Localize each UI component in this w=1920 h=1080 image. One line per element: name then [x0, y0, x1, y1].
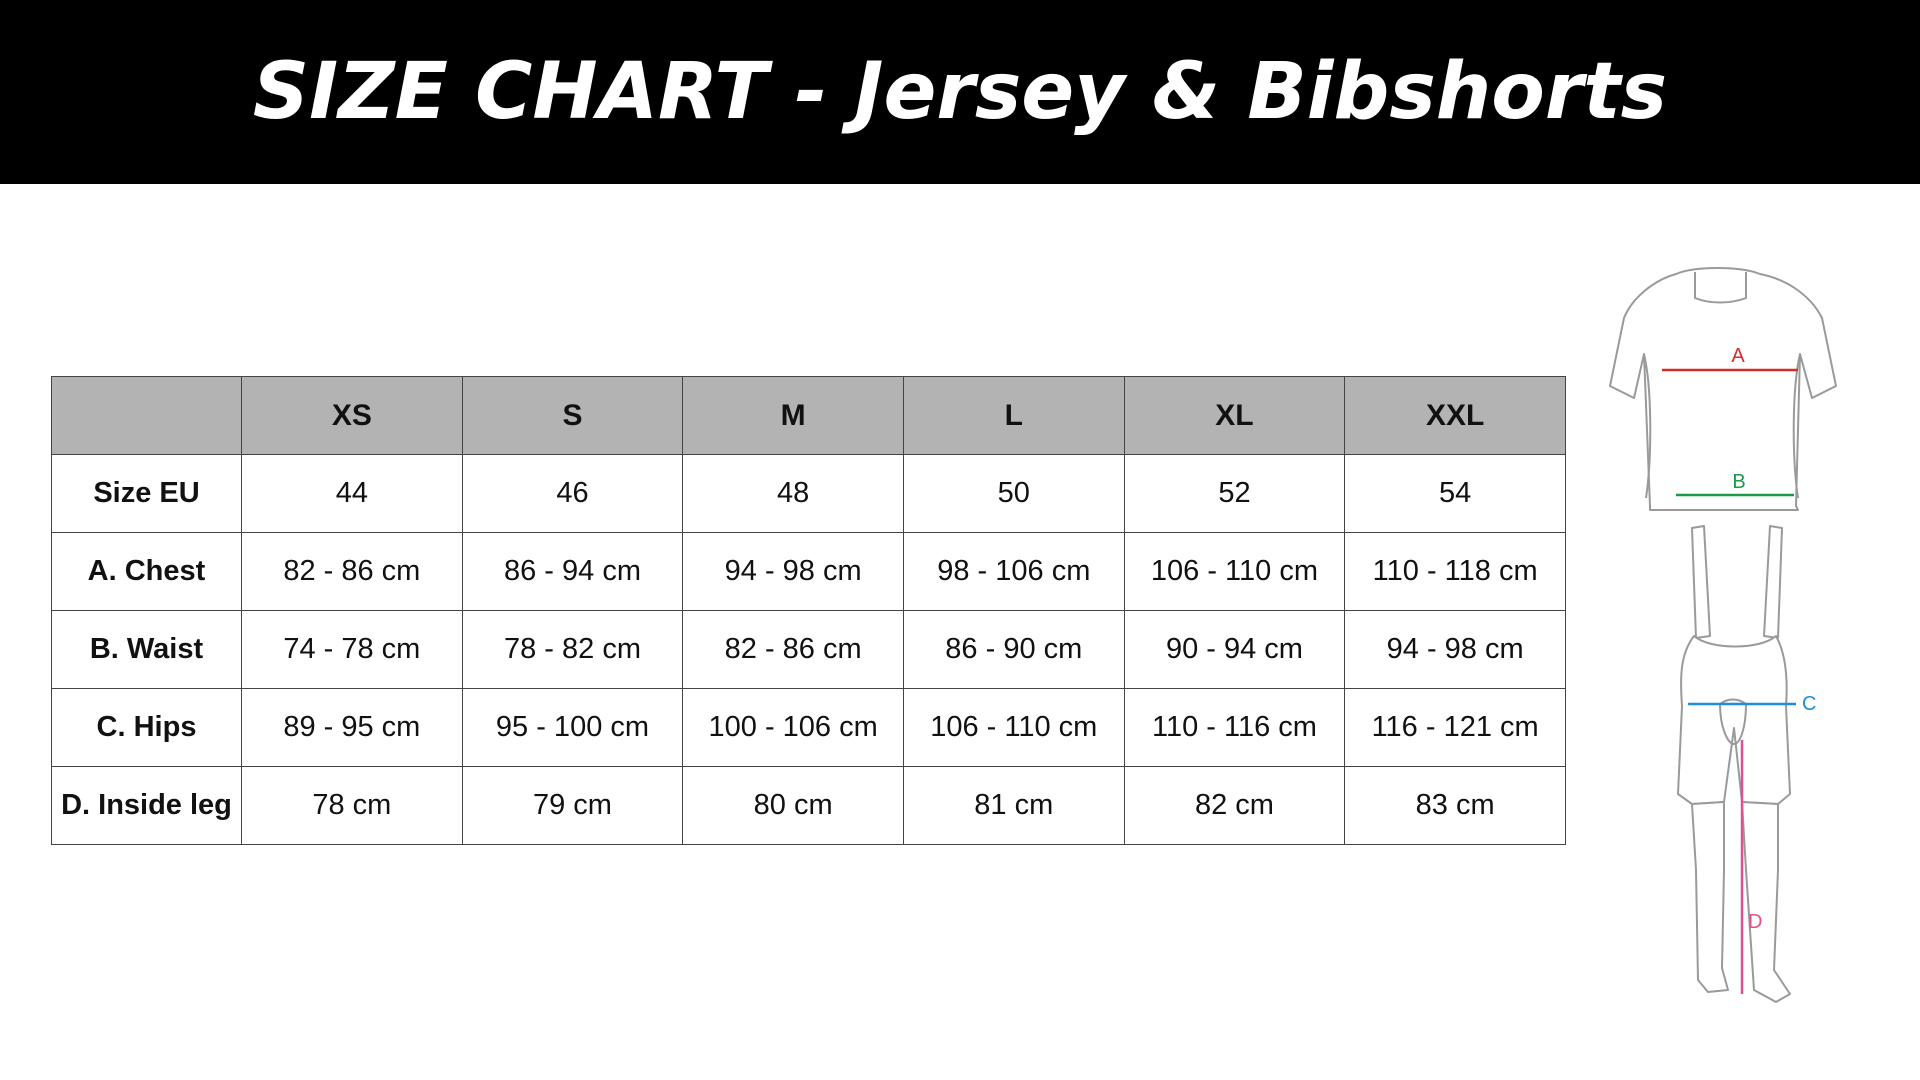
- table-cell: 74 - 78 cm: [242, 611, 463, 689]
- table-cell: 100 - 106 cm: [683, 689, 904, 767]
- column-header-s: S: [462, 377, 683, 455]
- table-cell: 95 - 100 cm: [462, 689, 683, 767]
- measurement-figure: [1600, 258, 1860, 1008]
- marker-d-label: D: [1748, 911, 1763, 933]
- marker-a-label: A: [1731, 345, 1745, 367]
- column-header-xs: XS: [242, 377, 463, 455]
- table-header-row: [52, 377, 1566, 455]
- table-cell: 110 - 116 cm: [1124, 689, 1345, 767]
- table-row: [52, 533, 1566, 611]
- row-label: B. Waist: [52, 611, 242, 689]
- jersey-collar: [1695, 272, 1746, 303]
- table-cell: 46: [462, 455, 683, 533]
- table-cell: 94 - 98 cm: [1345, 611, 1566, 689]
- table-cell: 106 - 110 cm: [1124, 533, 1345, 611]
- size-table: [51, 376, 1566, 845]
- row-label: A. Chest: [52, 533, 242, 611]
- column-header-xxl: XXL: [1345, 377, 1566, 455]
- table-cell: 80 cm: [683, 767, 904, 845]
- column-header-m: M: [683, 377, 904, 455]
- table-cell: 82 - 86 cm: [683, 611, 904, 689]
- table-row: [52, 689, 1566, 767]
- marker-b-label: B: [1732, 471, 1746, 493]
- bib-strap-left: [1692, 526, 1710, 638]
- table-cell: 116 - 121 cm: [1345, 689, 1566, 767]
- table-cell: 54: [1345, 455, 1566, 533]
- table-cell: 48: [683, 455, 904, 533]
- table-cell: 86 - 90 cm: [903, 611, 1124, 689]
- row-label: C. Hips: [52, 689, 242, 767]
- table-cell: 110 - 118 cm: [1345, 533, 1566, 611]
- table-row: [52, 767, 1566, 845]
- table-cell: 78 - 82 cm: [462, 611, 683, 689]
- column-header-xl: XL: [1124, 377, 1345, 455]
- column-header-l: L: [903, 377, 1124, 455]
- table-cell: 82 - 86 cm: [242, 533, 463, 611]
- table-cell: 50: [903, 455, 1124, 533]
- table-cell: 81 cm: [903, 767, 1124, 845]
- table-cell: 52: [1124, 455, 1345, 533]
- leg-left: [1692, 802, 1728, 992]
- table-cell: 98 - 106 cm: [903, 533, 1124, 611]
- table-cell: 90 - 94 cm: [1124, 611, 1345, 689]
- table-cell: 44: [242, 455, 463, 533]
- row-label: D. Inside leg: [52, 767, 242, 845]
- table-cell: 86 - 94 cm: [462, 533, 683, 611]
- row-label: Size EU: [52, 455, 242, 533]
- table-cell: 94 - 98 cm: [683, 533, 904, 611]
- table-corner-cell: [52, 377, 242, 455]
- table-cell: 78 cm: [242, 767, 463, 845]
- table-cell: 106 - 110 cm: [903, 689, 1124, 767]
- table-cell: 83 cm: [1345, 767, 1566, 845]
- marker-c-label: C: [1802, 693, 1817, 715]
- table-row: [52, 455, 1566, 533]
- table-cell: 82 cm: [1124, 767, 1345, 845]
- leg-right: [1742, 802, 1790, 1002]
- table-cell: 79 cm: [462, 767, 683, 845]
- bib-strap-right: [1764, 526, 1782, 638]
- page-header: [0, 0, 1920, 184]
- table-cell: 89 - 95 cm: [242, 689, 463, 767]
- cyclist-outline-illustration: [1600, 258, 1860, 1008]
- jersey-outline: [1610, 268, 1836, 510]
- table-row: [52, 611, 1566, 689]
- bibshorts-outline: [1678, 636, 1790, 804]
- page-title: SIZE CHART - Jersey & Bibshorts: [252, 47, 1668, 137]
